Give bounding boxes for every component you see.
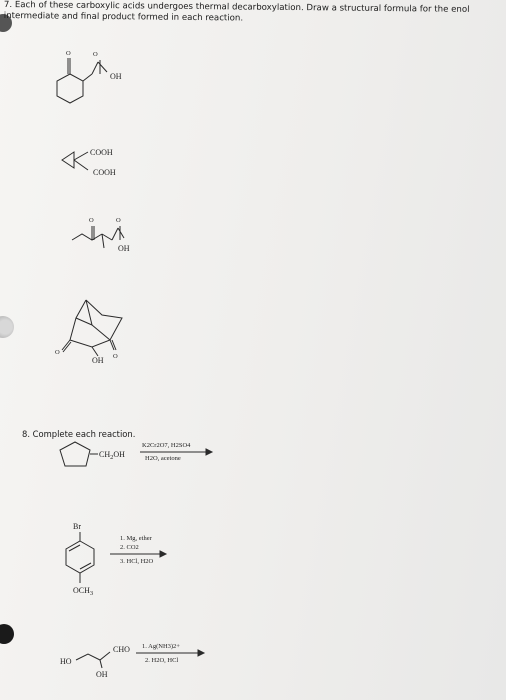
oxygen-label: O	[66, 50, 71, 57]
reaction-8b	[66, 522, 166, 597]
structure-7d	[55, 300, 122, 365]
oxygen-label: O	[113, 353, 118, 360]
oxygen-label: O	[93, 51, 98, 58]
ch2oh-label: $CH_2OH$	[99, 450, 125, 461]
reaction-8c	[60, 643, 204, 679]
reaction-8a	[60, 442, 212, 466]
cho-label: CHO	[113, 645, 130, 654]
question-8-heading: 8. Complete each reaction.	[22, 429, 136, 439]
oxygen-label: O	[55, 349, 60, 356]
oh-label: OH	[96, 670, 108, 679]
cooh-label-bottom: COOH	[93, 168, 116, 177]
cooh-label-top: COOH	[90, 148, 113, 157]
oh-label: OH	[118, 244, 130, 253]
och3-label: $OCH_3$	[73, 586, 94, 597]
reagent-2-step3: 3. HCl, H2O	[120, 558, 154, 565]
reagent-1-bottom: H2O, acetone	[145, 455, 181, 462]
reagent-1-top: K2Cr2O7, H2SO4	[142, 442, 191, 449]
question-7-text: 7. Each of these carboxylic acids undergoes thermal decarboxylation. Draw a structural formula for the enol intermediate and final product formed in each reaction.	[3, 0, 470, 24]
structure-7c	[72, 217, 130, 253]
oh-label: OH	[110, 72, 122, 81]
reagent-3-bottom: 2. H2O, HCl	[145, 657, 179, 664]
br-label: Br	[73, 522, 81, 531]
oxygen-label: O	[89, 217, 94, 224]
reagent-3-top: 1. Ag(NH3)2+	[142, 643, 180, 650]
reagent-2-step1: 1. Mg, ether	[120, 535, 152, 542]
reagent-2-step2: 2. CO2	[120, 544, 139, 551]
structure-7a	[57, 50, 122, 103]
oh-label: OH	[92, 356, 104, 365]
structure-7b	[62, 148, 116, 177]
oxygen-label: O	[116, 217, 121, 224]
ho-label: HO	[60, 657, 72, 666]
